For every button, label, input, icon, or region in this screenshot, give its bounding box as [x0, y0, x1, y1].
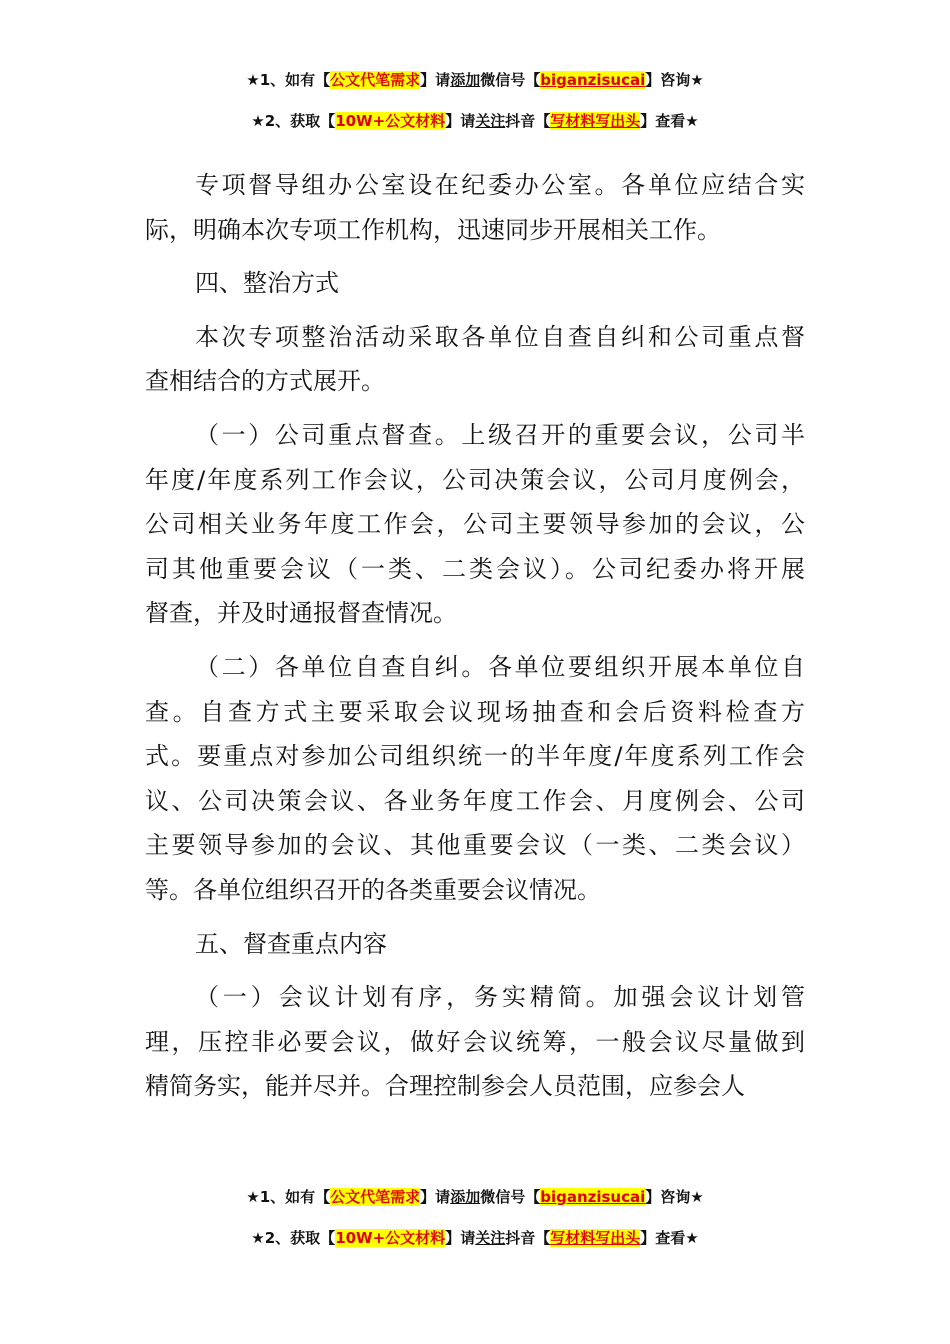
- paragraph-line: 式。要重点对参加公司组织统一的半年度/年度系列工作会: [145, 742, 805, 771]
- promo-highlight: 公文代笔需求: [330, 1188, 421, 1206]
- paragraph: [145, 261, 805, 306]
- promo-underline: 添加: [450, 1188, 481, 1206]
- paragraph-line: 主要领导参加的会议、其他重要会议（一类、二类会议）: [145, 831, 805, 860]
- paragraph-line: 查。自查方式主要采取会议现场抽查和会后资料检查方: [145, 697, 805, 726]
- paragraph-line: 际，明确本次专项工作机构，迅速同步开展相关工作。: [145, 215, 721, 244]
- promo-highlight: 10W+公文材料: [335, 1229, 446, 1247]
- paragraph: [145, 922, 805, 967]
- paragraph-line: （一）会议计划有序，务实精简。加强会议计划管: [195, 983, 805, 1012]
- promo-text: ★1、如有【: [246, 1188, 331, 1206]
- paragraph-line: 四、整治方式: [195, 269, 339, 298]
- paragraph-line: 本次专项整治活动采取各单位自查自纠和公司重点督: [195, 322, 805, 351]
- paragraph-line: 公司相关业务年度工作会，公司主要领导参加的会议，公: [145, 510, 805, 539]
- paragraph-line: 等。各单位组织召开的各类重要会议情况。: [145, 875, 601, 904]
- promo-underline: 添加: [450, 71, 481, 89]
- promo-text: 】请: [420, 71, 451, 89]
- promo-text: ★1、如有【: [246, 71, 331, 89]
- promo-underline: 关注: [475, 1229, 506, 1247]
- promo-text: 微信号【: [480, 1188, 541, 1206]
- promo-text: 微信号【: [480, 71, 541, 89]
- paragraph-line: （一）公司重点督查。上级召开的重要会议，公司半: [195, 420, 805, 449]
- paragraph: [145, 163, 805, 252]
- promo-underline: 关注: [475, 112, 506, 130]
- wechat-id: biganzisucai: [540, 71, 646, 89]
- paragraph: [145, 645, 805, 913]
- promo-text: ★2、获取【: [251, 112, 336, 130]
- douyin-id: 写材料写出头: [550, 112, 641, 130]
- paragraph: [145, 975, 805, 1109]
- document-body: [145, 163, 805, 1118]
- promo-text: 】请: [420, 1188, 451, 1206]
- paragraph-line: （二）各单位自查自纠。各单位要组织开展本单位自: [195, 652, 805, 681]
- footer-promo-line-1: [0, 1187, 950, 1207]
- wechat-id: biganzisucai: [540, 1188, 646, 1206]
- promo-highlight: 公文代笔需求: [330, 71, 421, 89]
- paragraph-line: 查相结合的方式展开。: [145, 367, 385, 396]
- paragraph-line: 年度/年度系列工作会议，公司决策会议，公司月度例会，: [145, 465, 805, 494]
- paragraph-line: 议、公司决策会议、各业务年度工作会、月度例会、公司: [145, 786, 805, 815]
- footer-promo-line-2: [0, 1228, 950, 1248]
- promo-text: 】查看★: [640, 112, 699, 130]
- promo-line-2: [0, 111, 950, 131]
- promo-text: 】请: [445, 1229, 476, 1247]
- paragraph-line: 五、督查重点内容: [195, 929, 387, 958]
- paragraph-line: 理，压控非必要会议，做好会议统筹，一般会议尽量做到: [145, 1027, 805, 1056]
- paragraph-line: 专项督导组办公室设在纪委办公室。各单位应结合实: [195, 171, 805, 199]
- paragraph: [145, 315, 805, 404]
- promo-text: 】查看★: [640, 1229, 699, 1247]
- paragraph: [145, 413, 805, 636]
- promo-line-1: [0, 70, 950, 90]
- douyin-id: 写材料写出头: [550, 1229, 641, 1247]
- promo-text: 】咨询★: [645, 1188, 704, 1206]
- paragraph-line: 精简务实，能并尽并。合理控制参会人员范围，应参会人: [145, 1072, 745, 1101]
- promo-highlight: 10W+公文材料: [335, 112, 446, 130]
- promo-text: 】咨询★: [645, 71, 704, 89]
- paragraph-line: 司其他重要会议（一类、二类会议）。公司纪委办将开展: [145, 554, 805, 583]
- promo-text: ★2、获取【: [251, 1229, 336, 1247]
- promo-text: 抖音【: [505, 1229, 551, 1247]
- promo-text: 】请: [445, 112, 476, 130]
- promo-text: 抖音【: [505, 112, 551, 130]
- paragraph-line: 督查，并及时通报督查情况。: [145, 599, 457, 628]
